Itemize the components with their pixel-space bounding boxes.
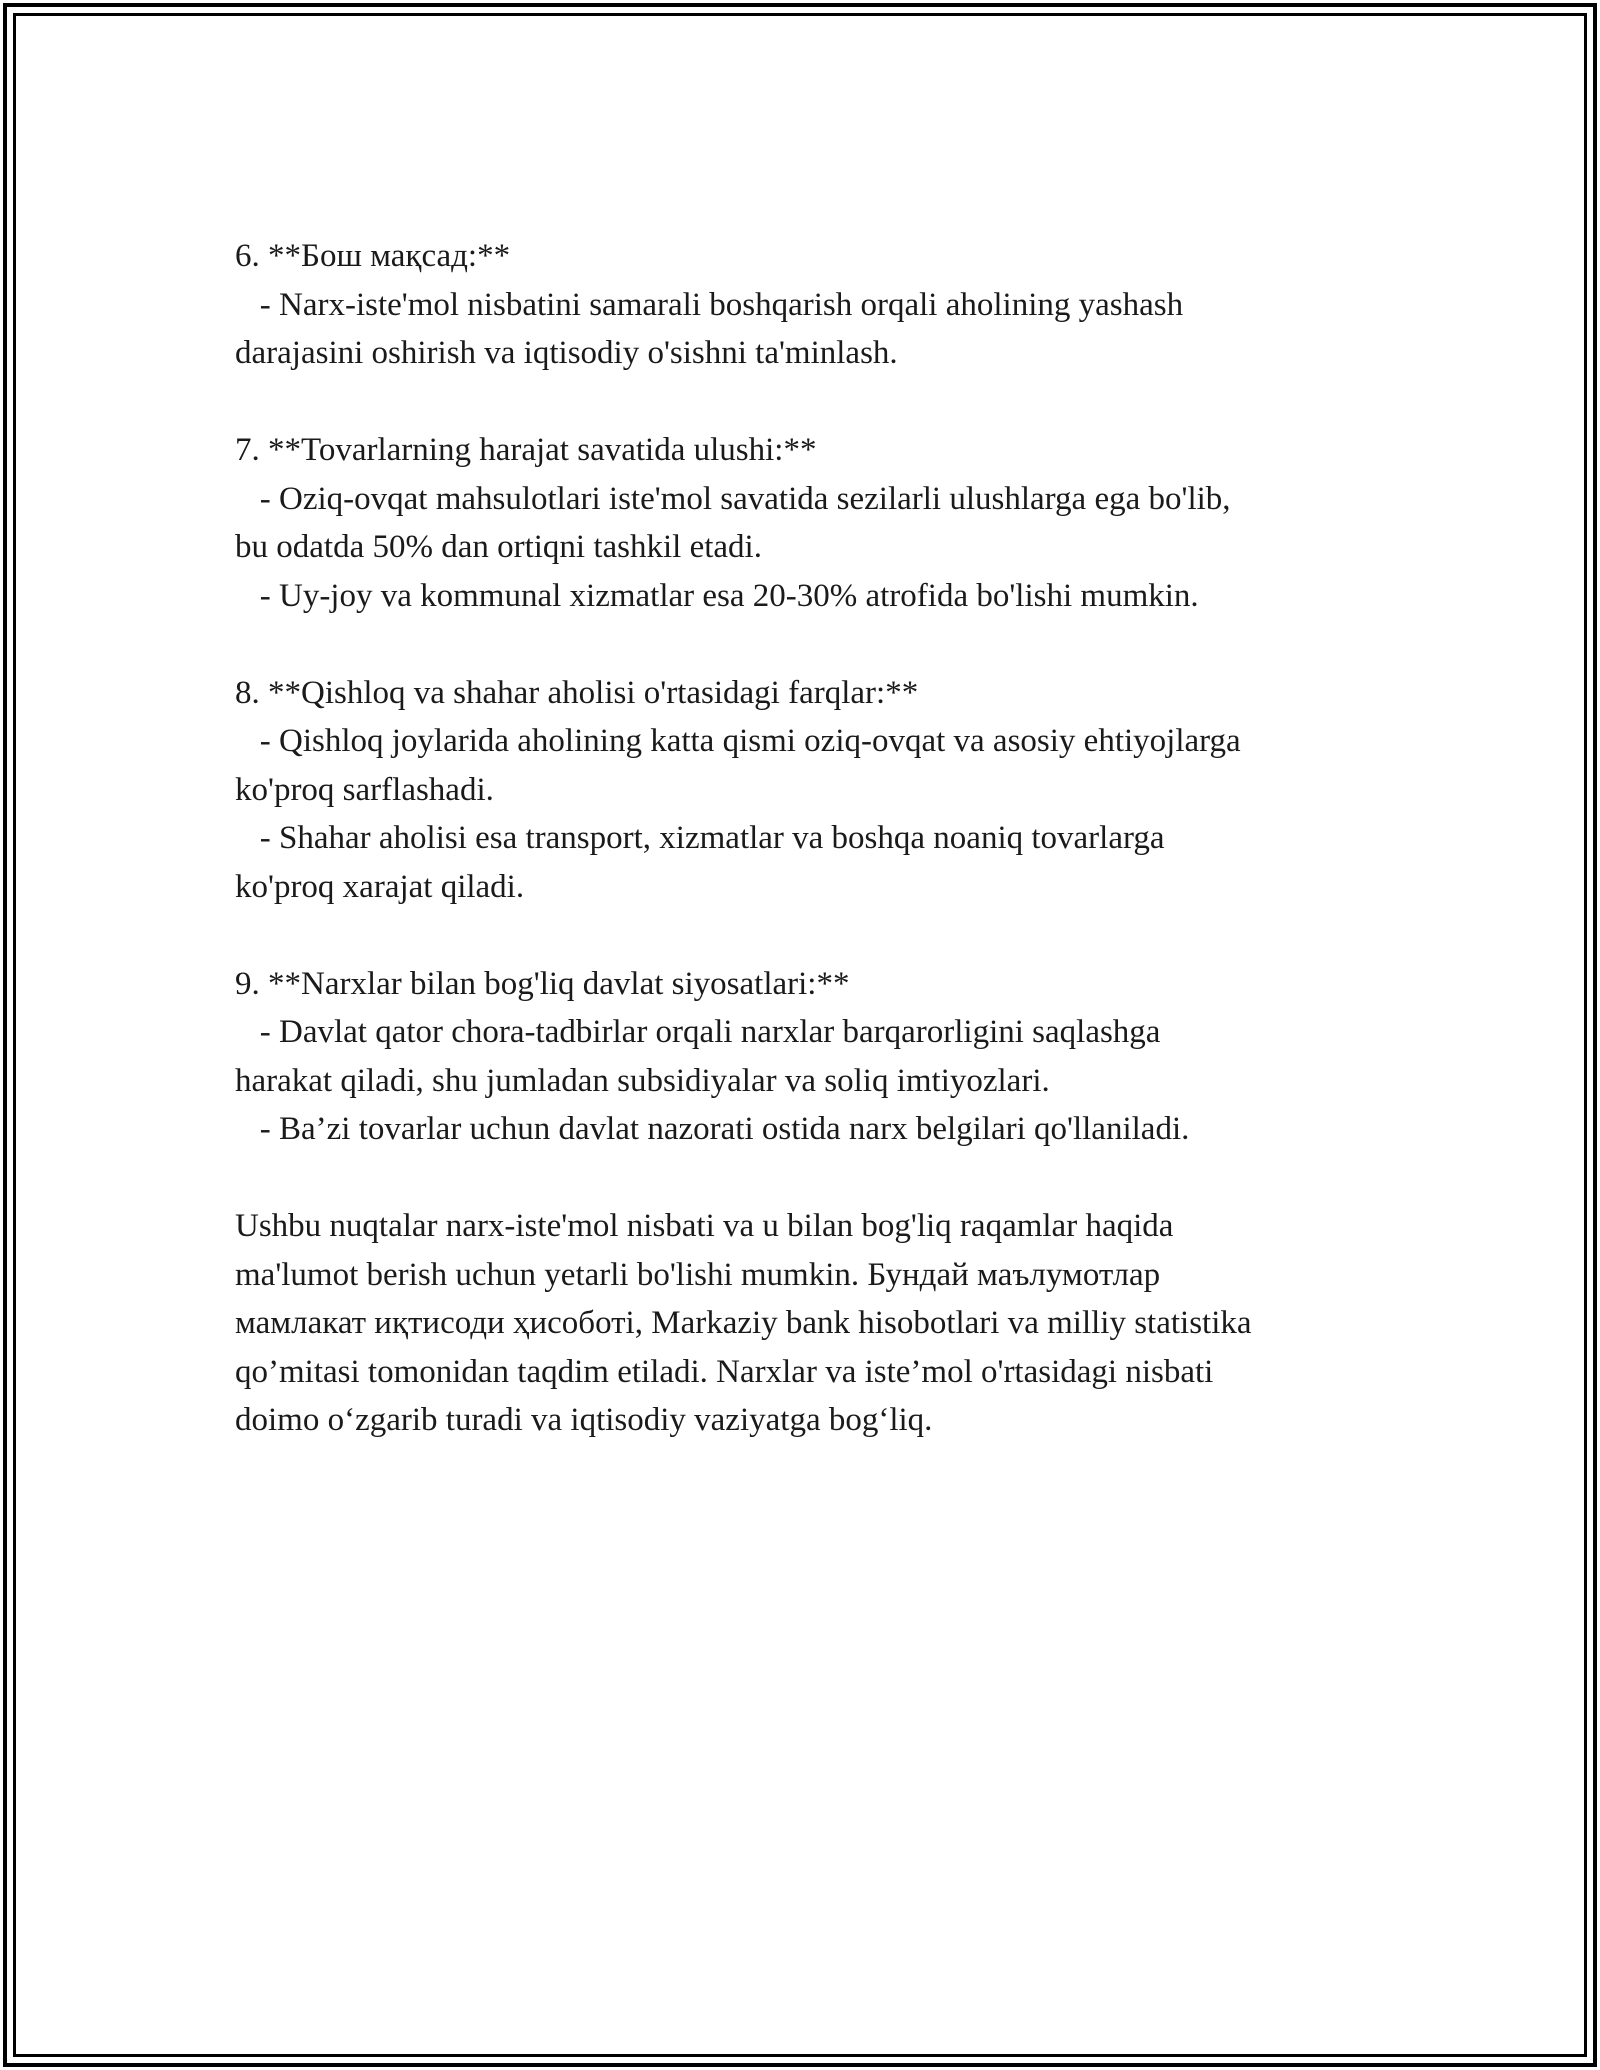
section-text-line: - Narx-iste'mol nisbatini samarali boshqarish orqali aholining yashash: [235, 286, 1184, 323]
closing-text-line: qo’mitasi tomonidan taqdim etiladi. Narxlar va iste’mol o'rtasidagi nisbati: [235, 1353, 1214, 1390]
closing-text-line: Ushbu nuqtalar narx-iste'mol nisbati va u bilan bog'liq raqamlar haqida: [235, 1208, 1174, 1244]
section-6: [235, 232, 1375, 378]
section-text-line: - Qishloq joylarida aholining katta qismi oziq-ovqat va asosiy ehtiyojlarga: [235, 723, 1241, 759]
closing-paragraph: [235, 1202, 1375, 1445]
section-9: [235, 960, 1375, 1154]
section-heading: 6. **Бош мақсад:**: [235, 238, 511, 274]
section-text-line: - Oziq-ovqat mahsulotlari iste'mol savatida sezilarli ulushlarga ega bo'lib,: [235, 480, 1231, 517]
section-8: [235, 669, 1375, 912]
section-heading: 7. **Tovarlarning harajat savatida ulushi:**: [235, 432, 817, 468]
section-text-line: ko'proq xarajat qiladi.: [235, 868, 525, 905]
document-body: [235, 232, 1375, 1445]
section-text-line: bu odatda 50% dan ortiqni tashkil etadi.: [235, 529, 762, 565]
closing-text-line: ma'lumot berish uchun yetarli bo'lishi mumkin. Бундай маълумотлар: [235, 1256, 1161, 1293]
section-7: [235, 426, 1375, 620]
section-text-line: - Shahar aholisi esa transport, xizmatlar va boshqa noaniq tovarlarga: [235, 820, 1165, 856]
closing-text-line: мамлакат иқтисоди ҳисоботі, Markaziy bank hisobotlari va milliy statistika: [235, 1305, 1252, 1341]
section-text-line: darajasini oshirish va iqtisodiy o'sishni ta'minlash.: [235, 335, 898, 371]
section-text-line: - Ba’zi tovarlar uchun davlat nazorati ostida narx belgilari qo'llaniladi.: [235, 1111, 1190, 1147]
section-heading: 9. **Narxlar bilan bog'liq davlat siyosatlari:**: [235, 965, 850, 1002]
section-text-line: - Davlat qator chora-tadbirlar orqali narxlar barqarorligini saqlashga: [235, 1014, 1161, 1050]
section-text-line: ko'proq sarflashadi.: [235, 771, 494, 808]
section-text-line: harakat qiladi, shu jumladan subsidiyalar va soliq imtiyozlari.: [235, 1062, 1050, 1099]
closing-text-line: doimo o‘zgarib turadi va iqtisodiy vaziyatga bog‘liq.: [235, 1402, 933, 1438]
section-heading: 8. **Qishloq va shahar aholisi o'rtasidagi farqlar:**: [235, 674, 919, 711]
section-text-line: - Uy-joy va kommunal xizmatlar esa 20-30% atrofida bo'lishi mumkin.: [235, 577, 1199, 614]
